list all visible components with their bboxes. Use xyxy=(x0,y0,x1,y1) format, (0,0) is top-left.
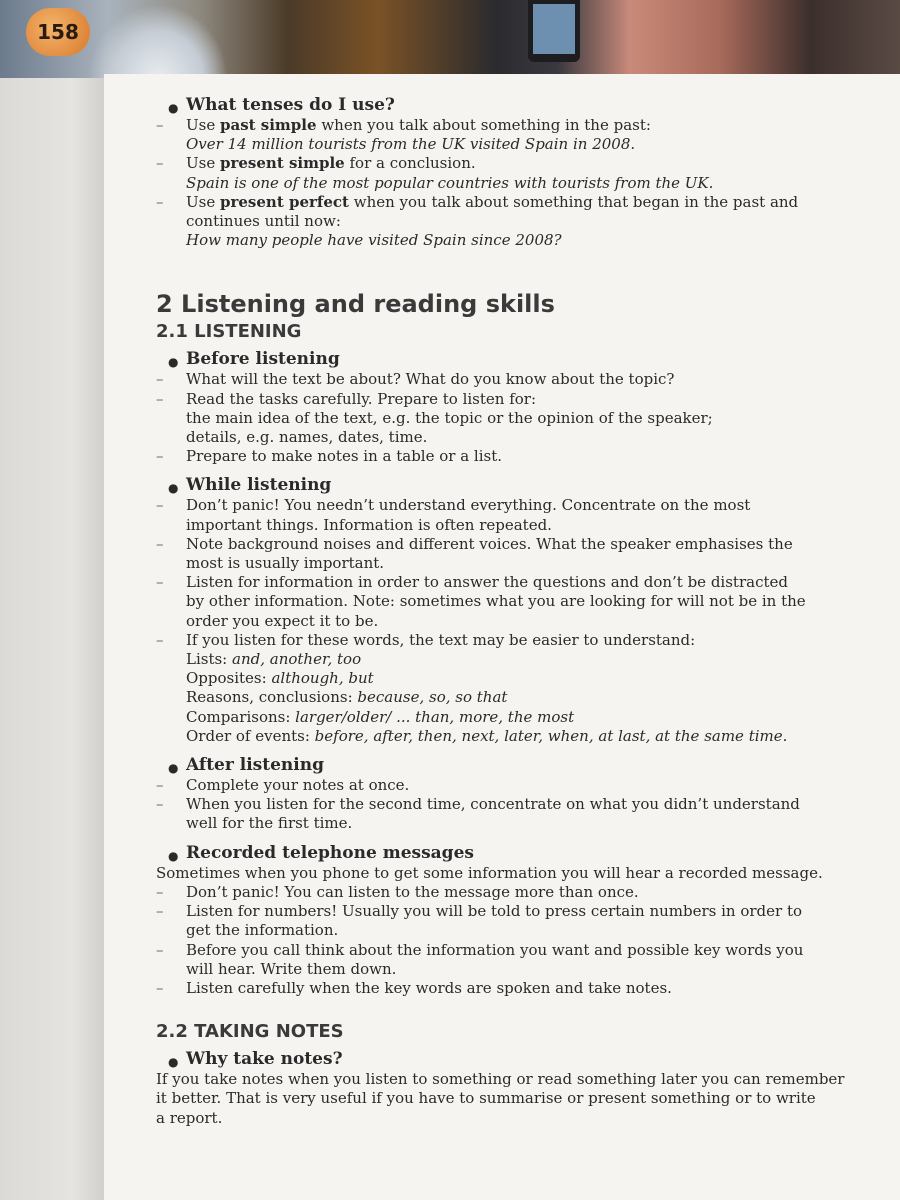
list-item: – Use present simple for a conclusion. xyxy=(156,154,476,173)
bullet-icon: ● xyxy=(168,355,179,370)
list-item-continued: details, e.g. names, dates, time. xyxy=(186,428,428,447)
tenses-heading: ● What tenses do I use? xyxy=(168,94,886,116)
list-item: – Complete your notes at once. xyxy=(156,776,410,795)
list-item: – Don’t panic! You can listen to the message more than once. xyxy=(156,882,639,901)
list-item: – Prepare to make notes in a table or a list. xyxy=(156,447,503,466)
header-photo-banner xyxy=(0,0,900,78)
list-item-continued: by other information. Note: sometimes what you are looking for will not be in the xyxy=(186,592,806,611)
list-item: – Before you call think about the information you want and possible key words you xyxy=(156,940,804,959)
word-list-reasons: Reasons, conclusions: because, so, so that xyxy=(186,688,508,707)
bullet-icon: ● xyxy=(168,101,179,115)
before-listening-heading: ● Before listening xyxy=(168,348,886,370)
example-sentence: Spain is one of the most popular countries with tourists from the UK. xyxy=(186,173,714,192)
page-content xyxy=(156,92,886,1128)
list-item-continued: order you expect it to be. xyxy=(186,611,379,630)
list-item: – Use past simple when you talk about something in the past: xyxy=(156,116,651,134)
paragraph-line: If you take notes when you listen to something or read something later you can remember xyxy=(156,1070,845,1089)
while-listening-heading: ● While listening xyxy=(168,474,886,496)
list-item: – When you listen for the second time, concentrate on what you didn’t understand xyxy=(156,795,800,814)
word-list-opposites: Opposites: although, but xyxy=(186,669,374,688)
word-list-comparisons: Comparisons: larger/older/ ... than, more, the most xyxy=(186,707,575,726)
subsection-title-listening: 2.1 LISTENING xyxy=(156,321,302,343)
list-item: – Use present perfect when you talk about something that began in the past and xyxy=(156,192,799,211)
list-item-continued: well for the first time. xyxy=(186,814,353,833)
word-list-order: Order of events: before, after, then, next, later, when, at last, at the same time. xyxy=(186,726,788,745)
list-item-continued: most is usually important. xyxy=(186,554,385,573)
subsection-title-taking-notes: 2.2 TAKING NOTES xyxy=(156,1021,344,1043)
phone-screen xyxy=(533,4,575,54)
list-item: – Listen for numbers! Usually you will be told to press certain numbers in order to xyxy=(156,902,803,921)
list-item: – Note background noises and different voices. What the speaker emphasises the xyxy=(156,534,793,553)
recorded-intro: Sometimes when you phone to get some information you will hear a recorded message. xyxy=(156,863,823,882)
bullet-icon: ● xyxy=(168,1055,179,1070)
example-sentence: How many people have visited Spain since 2008? xyxy=(186,231,562,250)
list-item: – Read the tasks carefully. Prepare to listen for: xyxy=(156,389,537,408)
example-sentence: Over 14 million tourists from the UK visited Spain in 2008. xyxy=(186,135,636,154)
list-item-continued: will hear. Write them down. xyxy=(186,959,397,978)
list-item-continued: important things. Information is often repeated. xyxy=(186,515,552,534)
bullet-icon: ● xyxy=(168,761,179,776)
paragraph-line: a report. xyxy=(156,1108,223,1127)
bullet-icon: ● xyxy=(168,481,179,496)
list-item-continued: continues until now: xyxy=(186,212,341,231)
list-item: – Don’t panic! You needn’t understand everything. Concentrate on the most xyxy=(156,496,751,515)
list-item: – What will the text be about? What do you know about the topic? xyxy=(156,370,675,389)
list-item: – Listen for information in order to answer the questions and don’t be distracted xyxy=(156,573,788,592)
page-number-badge: 158 xyxy=(26,8,90,56)
section-title: 2 Listening and reading skills xyxy=(156,290,555,319)
bullet-icon: ● xyxy=(168,848,179,863)
paragraph-line: it better. That is very useful if you have to summarise or present something or to write xyxy=(156,1089,816,1108)
after-listening-heading: ● After listening xyxy=(168,754,886,776)
list-item-continued: the main idea of the text, e.g. the topic or the opinion of the speaker; xyxy=(186,408,713,427)
list-item: – Listen carefully when the key words are spoken and take notes. xyxy=(156,978,672,997)
list-item-continued: get the information. xyxy=(186,921,339,940)
smartphone-image xyxy=(528,0,580,62)
why-take-notes-heading: ● Why take notes? xyxy=(168,1048,886,1070)
page-margin xyxy=(0,78,104,1200)
word-list-lists: Lists: and, another, too xyxy=(186,650,362,669)
list-item: – If you listen for these words, the text may be easier to understand: xyxy=(156,630,696,649)
capitol-dome-image xyxy=(88,4,228,78)
recorded-messages-heading: ● Recorded telephone messages xyxy=(168,842,886,864)
